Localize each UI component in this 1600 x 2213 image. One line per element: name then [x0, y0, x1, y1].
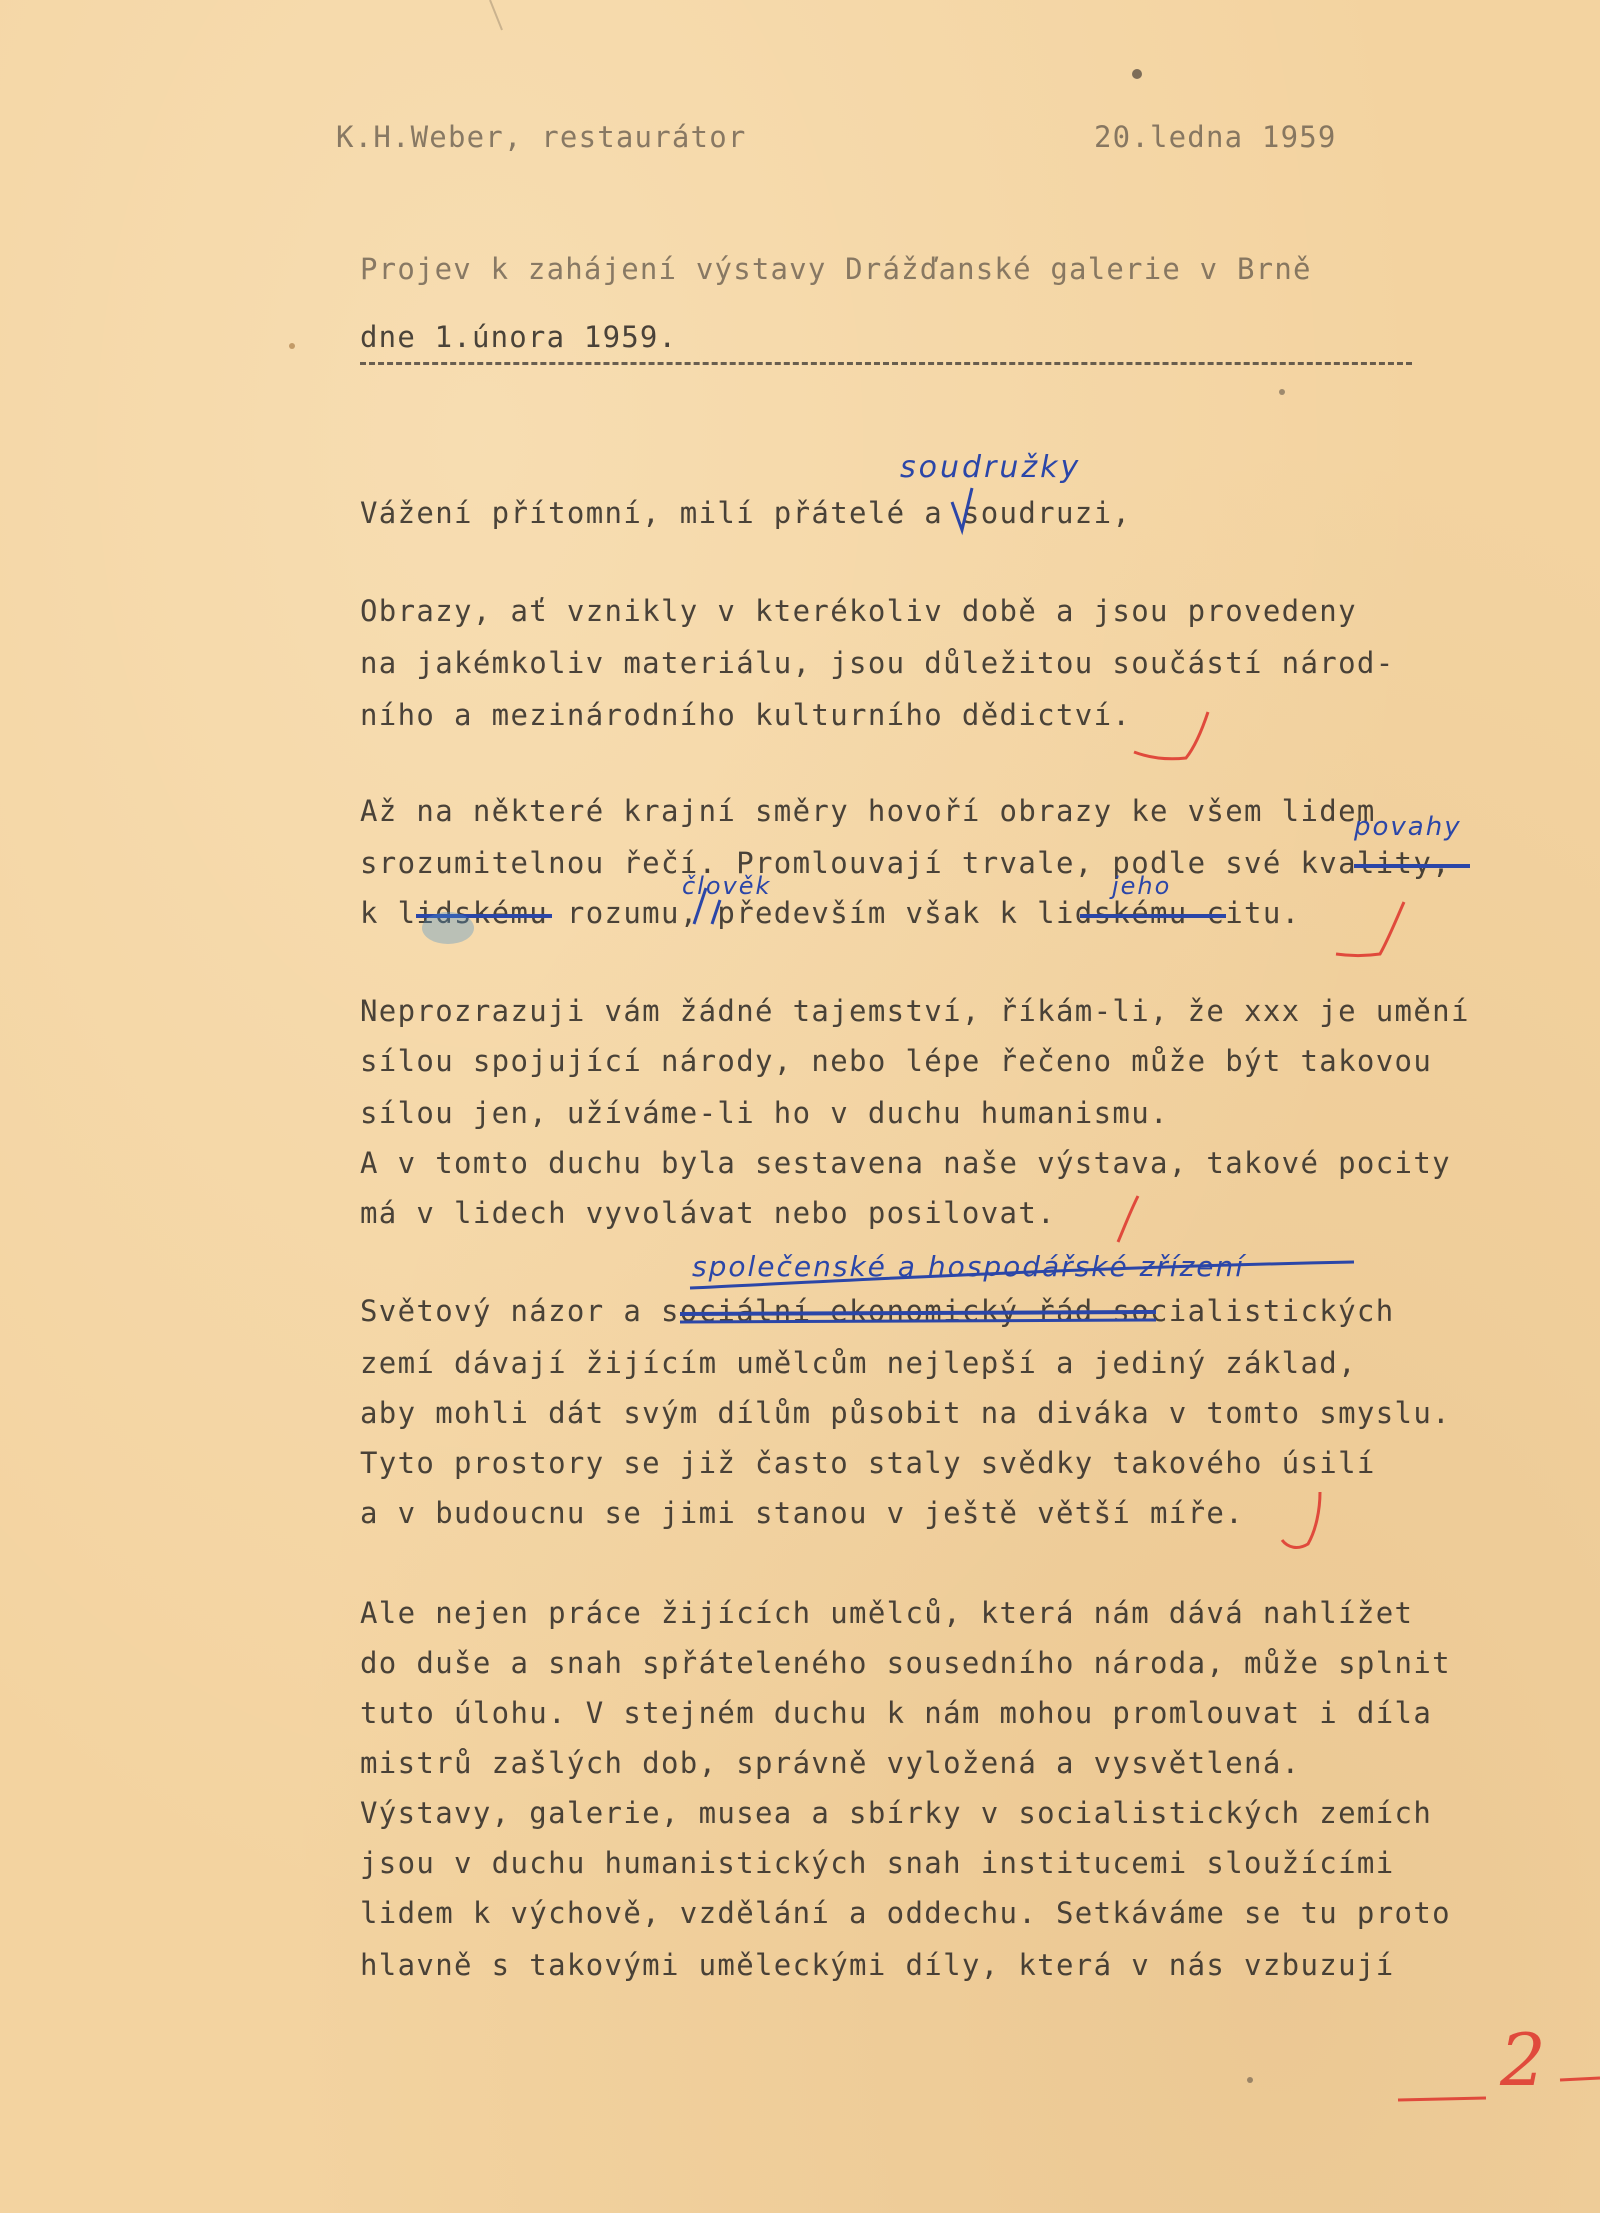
- paragraph-3-line-5: má v lidech vyvolávat nebo posilovat.: [360, 1196, 1056, 1230]
- speech-title: Projev k zahájení výstavy Drážďanské galerie v Brně: [360, 252, 1312, 286]
- author-line: K.H.Weber, restaurátor: [336, 120, 747, 154]
- paragraph-4-line-4: Tyto prostory se již často staly svědky takového úsilí: [360, 1446, 1376, 1480]
- paragraph-5-line-2: do duše a snah spřáteleného sousedního národa, může splnit: [360, 1646, 1451, 1680]
- paragraph-1-line-3: ního a mezinárodního kulturního dědictví.: [360, 698, 1132, 732]
- paragraph-5-line-4: mistrů zašlých dob, správně vyložená a vysvětlená.: [360, 1746, 1301, 1780]
- greeting-line: Vážení přítomní, milí přátelé a soudruzi,: [360, 496, 1132, 530]
- paragraph-5-line-6: jsou v duchu humanistických snah institucemi sloužícími: [360, 1846, 1395, 1880]
- handwritten-povahy: povahy: [1354, 812, 1462, 842]
- paragraph-3-line-4: A v tomto duchu byla sestavena naše výstava, takové pocity: [360, 1146, 1451, 1180]
- paragraph-5-line-3: tuto úlohu. V stejném duchu k nám mohou promlouvat i díla: [360, 1696, 1433, 1730]
- paragraph-2-line-2: srozumitelnou řečí. Promlouvají trvale, podle své kvality,: [360, 846, 1451, 880]
- page-number: 2: [1500, 2018, 1546, 2102]
- handwritten-jeho: jeho: [1112, 872, 1172, 900]
- paragraph-5-line-8: hlavně s takovými uměleckými díly, která v nás vzbuzují: [360, 1948, 1395, 1982]
- paragraph-5-line-5: Výstavy, galerie, musea a sbírky v socialistických zemích: [360, 1796, 1433, 1830]
- paragraph-5-line-1: Ale nejen práce žijících umělců, která nám dává nahlížet: [360, 1596, 1414, 1630]
- paragraph-3-line-2: sílou spojující národy, nebo lépe řečeno může být takovou: [360, 1044, 1433, 1078]
- paragraph-1-line-1: Obrazy, ať vznikly v kterékoliv době a jsou provedeny: [360, 594, 1357, 628]
- paragraph-5-line-7: lidem k výchově, vzdělání a oddechu. Setkáváme se tu proto: [360, 1896, 1451, 1930]
- paragraph-3-line-1: Neprozrazuji vám žádné tajemství, říkám-li, že xxx je umění: [360, 994, 1470, 1028]
- handwritten-soudruzky: soudružky: [900, 450, 1082, 485]
- paragraph-3-line-3: sílou jen, užíváme-li ho v duchu humanismu.: [360, 1096, 1169, 1130]
- handwritten-clovek: člověk: [682, 872, 772, 900]
- handwritten-spolecenske-zrizeni: společenské a hospodářské zřízení: [692, 1250, 1246, 1283]
- paragraph-4-line-1: Světový názor a sociální ekonomický řád socialistických: [360, 1294, 1395, 1328]
- paragraph-4-line-3: aby mohli dát svým dílům působit na diváka v tomto smyslu.: [360, 1396, 1451, 1430]
- document-date: 20.ledna 1959: [1094, 120, 1337, 154]
- paragraph-1-line-2: na jakémkoliv materiálu, jsou důležitou součástí národ-: [360, 646, 1395, 680]
- paragraph-2-line-3: k lidskému rozumu, především však k lidskému citu.: [360, 896, 1301, 930]
- paragraph-2-line-1: Až na některé krajní směry hovoří obrazy ke všem lidem: [360, 794, 1376, 828]
- paragraph-4-line-2: zemí dávají žijícím umělcům nejlepší a jediný základ,: [360, 1346, 1357, 1380]
- title-divider: [360, 362, 1412, 365]
- speech-date-line: dne 1.února 1959.: [360, 320, 678, 354]
- paragraph-4-line-5: a v budoucnu se jimi stanou v ještě větší míře.: [360, 1496, 1245, 1530]
